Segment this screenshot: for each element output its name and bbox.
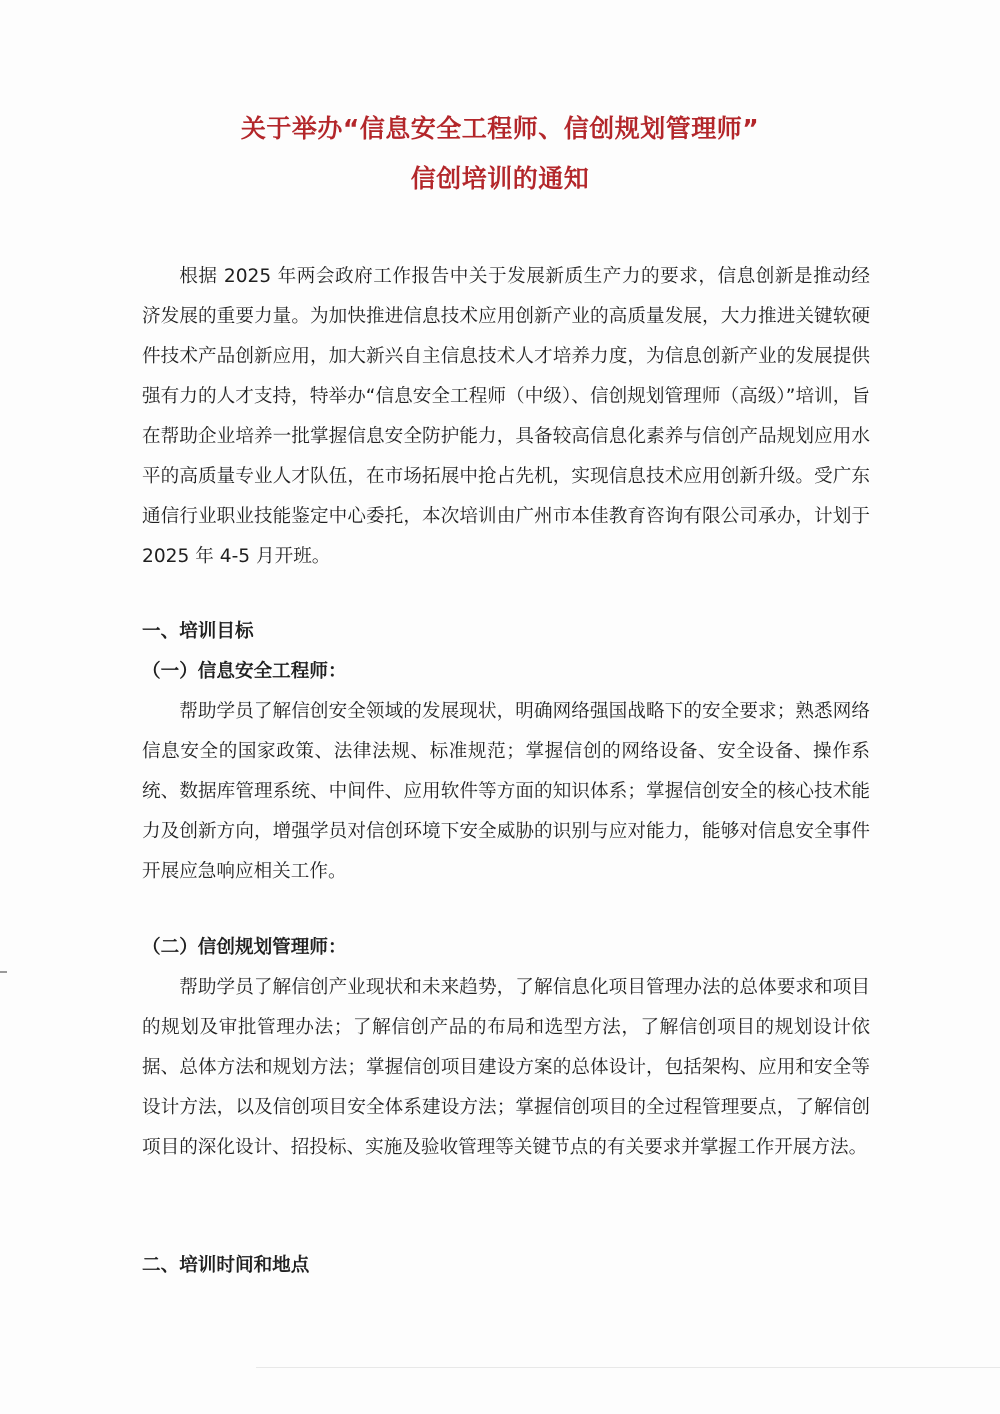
security-engineer-paragraph: 帮助学员了解信创安全领域的发展现状，明确网络强国战略下的安全要求；熟悉网络信息安全的国家政策、法律法规、标准规范；掌握信创的网络设备、安全设备、操作系统、数据库管理系统、中间件、应用软件等方面的知识体系；掌握信创安全的核心技术能力及创新方向，增强学员对信创环境下安全威胁的识别与应对能力，能够对信息安全事件开展应急响应相关工作。	[142, 701, 870, 882]
title-line-2: 信创培训的通知	[410, 164, 590, 193]
section-heading-time-and-place: 二、培训时间和地点	[142, 1255, 310, 1276]
planning-manager-paragraph: 帮助学员了解信创产业现状和未来趋势，了解信息化项目管理办法的总体要求和项目的规划及审批管理办法；了解信创产品的布局和选型方法，了解信创项目的规划设计依据、总体方法和规划方法；掌握信创项目建设方案的总体设计，包括架构、应用和安全等设计方法，以及信创项目安全体系建设方法；掌握信创项目的全过程管理要点，了解信创项目的深化设计、招投标、实施及验收管理等关键节点的有关要求并掌握工作开展方法。	[142, 977, 870, 1158]
scan-artifact-left	[0, 971, 7, 973]
title-line-1: 关于举办“信息安全工程师、信创规划管理师”	[240, 114, 760, 143]
section-heading-training-goals: 一、培训目标	[142, 621, 254, 642]
subheading-planning-manager: （二）信创规划管理师：	[142, 937, 347, 958]
subheading-security-engineer: （一）信息安全工程师：	[142, 661, 347, 682]
notice-title	[0, 104, 1000, 204]
intro-paragraph: 根据 2025 年两会政府工作报告中关于发展新质生产力的要求，信息创新是推动经济发展的重要力量。为加快推进信息技术应用创新产业的高质量发展，大力推进关键软硬件技术产品创新应用，加大新兴自主信息技术人才培养力度，为信息创新产业的发展提供强有力的人才支持，特举办“信息安全工程师（中级）、信创规划管理师（高级）”培训，旨在帮助企业培养一批掌握信息安全防护能力，具备较高信息化素养与信创产品规划应用水平的高质量专业人才队伍，在市场拓展中抢占先机，实现信息技术应用创新升级。受广东通信行业职业技能鉴定中心委托，本次培训由广州市本佳教育咨询有限公司承办，计划于 2025 年 4-5 月开班。	[142, 266, 870, 567]
scan-artifact-bottom	[256, 1367, 1000, 1368]
